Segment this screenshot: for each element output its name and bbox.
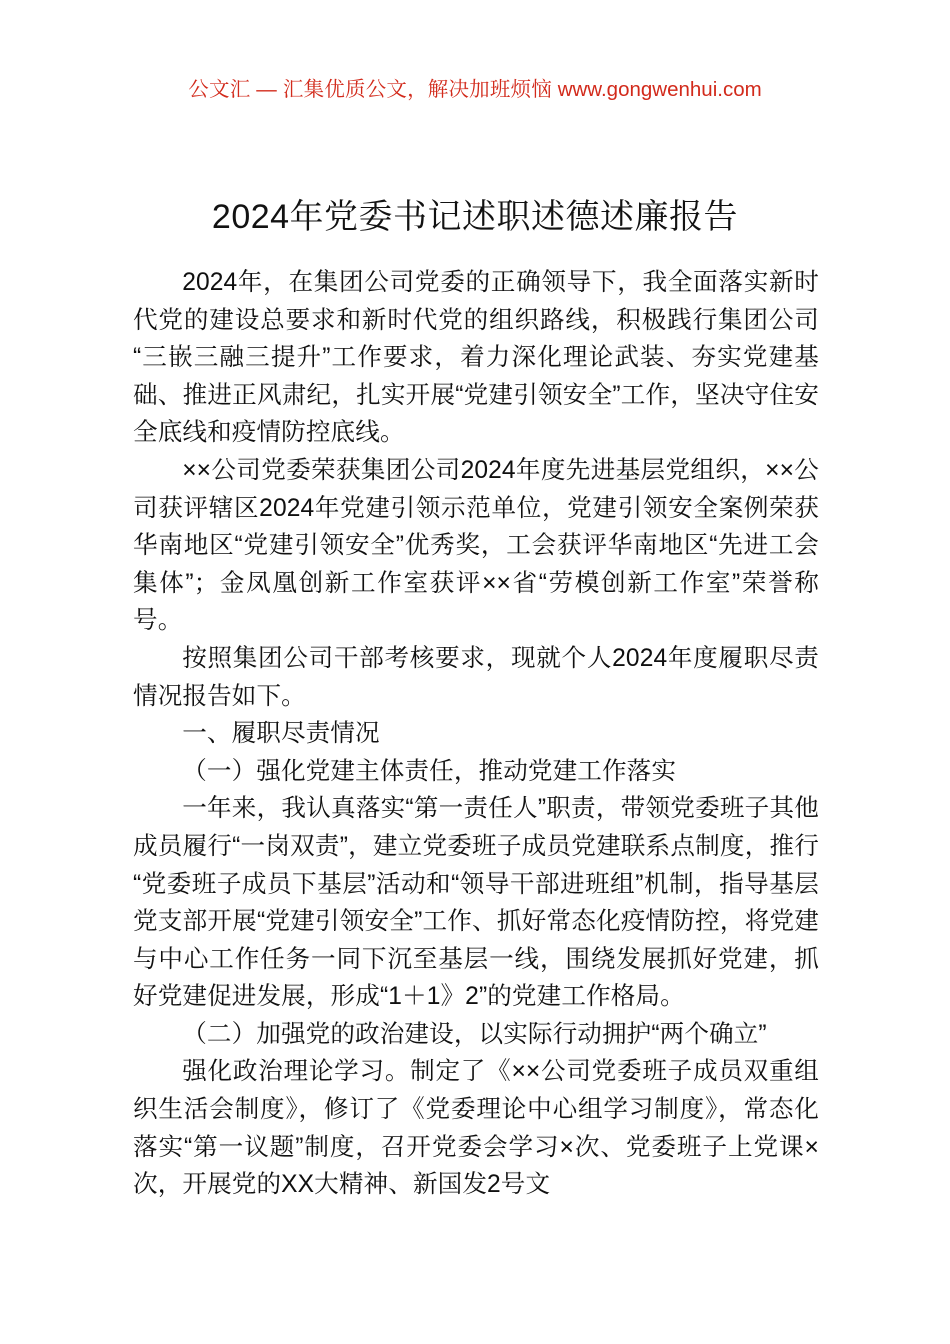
paragraph-p2: ××公司党委荣获集团公司2024年度先进基层党组织，××公司获评辖区2024年党建引领示范单位，党建引领安全案例荣获华南地区“党建引领安全”优秀奖，工会获评华南地区“先进工会集体”；金凤凰创新工作室获评××省“劳模创新工作室”荣誉称号。 xyxy=(133,456,819,635)
section-heading-1-1: （一）强化党建主体责任，推动党建工作落实 xyxy=(182,757,677,785)
site-brand-text: 公文汇 — 汇集优质公文，解决加班烦恼 xyxy=(188,78,552,101)
paragraph-p5: 强化政治理论学习。制定了《××公司党委班子成员双重组织生活会制度》，修订了《党委理论中心组学习制度》，常态化落实“第一议题”制度，召开党委会学习×次、党委班子上党课×次，开展党的XX大精神、新国发2号文 xyxy=(133,1058,819,1199)
section-heading-1-2: （二）加强党的政治建设，以实际行动拥护“两个确立” xyxy=(182,1020,767,1048)
paragraph-p3: 按照集团公司干部考核要求，现就个人2024年度履职尽责情况报告如下。 xyxy=(133,644,819,710)
site-watermark-header xyxy=(0,78,950,103)
paragraph-p4: 一年来，我认真落实“第一责任人”职责，带领党委班子其他成员履行“一岗双责”，建立党委班子成员党建联系点制度，推行“党委班子成员下基层”活动和“领导干部进班组”机制，指导基层党支部开展“党建引领安全”工作、抓好常态化疫情防控，将党建与中心工作任务一同下沉至基层一线，围绕发展抓好党建，抓好党建促进发展，形成“1＋1》2”的党建工作格局。 xyxy=(133,795,819,1011)
page-title: 2024年党委书记述职述德述廉报告 xyxy=(211,197,739,236)
site-url-text: www.gongwenhui.com xyxy=(557,78,762,101)
document-body xyxy=(133,264,819,1204)
paragraph-p1: 2024年，在集团公司党委的正确领导下，我全面落实新时代党的建设总要求和新时代党的组织路线，积极践行集团公司“三嵌三融三提升”工作要求，着力深化理论武装、夯实党建基础、推进正风肃纪，扎实开展“党建引领安全”工作，坚决守住安全底线和疫情防控底线。 xyxy=(133,269,819,447)
section-heading-1: 一、履职尽责情况 xyxy=(182,720,380,748)
